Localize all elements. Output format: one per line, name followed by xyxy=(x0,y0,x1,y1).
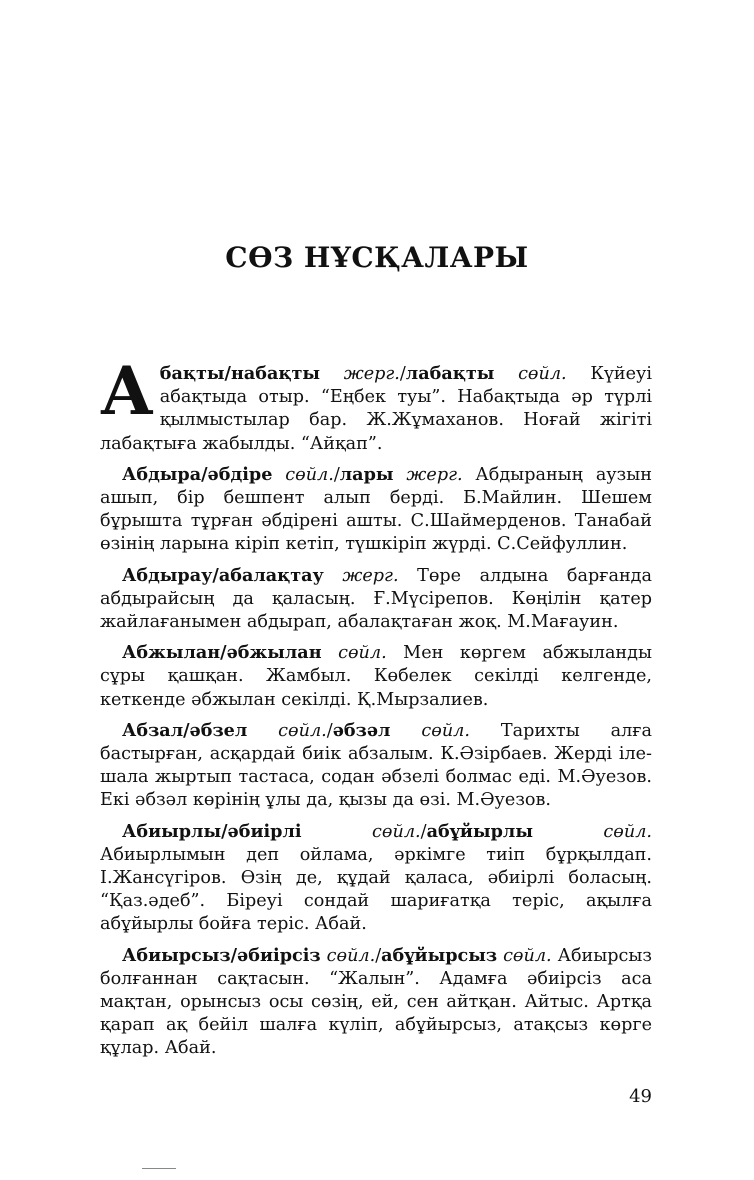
dictionary-entry xyxy=(100,564,652,635)
dictionary-entries xyxy=(100,352,653,1068)
entry-label: сөйл. xyxy=(320,945,376,966)
page-number: 49 xyxy=(629,1086,652,1107)
entry-separator: / xyxy=(333,464,340,485)
page-title: СӨЗ НҰСҚАЛАРЫ xyxy=(225,240,529,274)
drop-cap: А xyxy=(100,352,154,430)
entry-separator: / xyxy=(399,364,406,384)
entry-label: сөйл. xyxy=(390,720,470,741)
entry-headword: Абзал/әбзел xyxy=(122,719,248,741)
dictionary-entry xyxy=(100,352,653,456)
entry-text: Мен көргем абжыланды сұры қашқан. Жамбыл. Көбелек секілді келгенде, кеткенде әбжылан секілді. Қ.Мырзалиев. xyxy=(100,643,652,710)
dictionary-entry xyxy=(100,719,652,813)
dictionary-entry xyxy=(100,463,652,557)
entry-headword: Абдыра/әбдіре xyxy=(122,463,273,485)
entry-variant: лары xyxy=(339,463,394,485)
entry-text: Төре алдына барғанда абдырайсың да қаласың. Ғ.Мүсірепов. Көңілін қатер жайлағанымен абдырап, абалақтаған жоқ. М.Мағауин. xyxy=(100,565,653,633)
entry-headword: Абжылан/әбжылан xyxy=(122,642,322,664)
entry-separator: / xyxy=(375,945,382,966)
entry-label: сөйл. xyxy=(301,821,421,842)
dictionary-entry xyxy=(100,820,652,937)
dictionary-entry xyxy=(100,641,652,712)
entry-label: сөйл. xyxy=(321,643,387,664)
entry-text: Абдыраның аузын ашып, бір бешпент алып берді. Б.Майлин. Шешем бұрышта тұрған әбдірені ашты. С.Шаймерденов. Танабай өзінің ларына кіріп кетіп, түшкіріп жүрді. С.Сейфуллин. xyxy=(100,464,652,555)
dictionary-entry xyxy=(100,944,652,1061)
entry-headword: бақты/набақты xyxy=(159,363,320,384)
entry-separator: / xyxy=(420,821,427,842)
entry-label: сөйл. xyxy=(497,945,552,966)
entry-variant: лабақты xyxy=(405,363,495,384)
entry-variant: абұйырсыз xyxy=(381,944,498,966)
entry-label: жерг. xyxy=(320,364,400,384)
entry-separator: / xyxy=(326,720,333,741)
entry-label: сөйл. xyxy=(494,364,567,384)
entry-text: Абиырлымын деп ойлама, әркімге тиіп бұрқылдап. І.Жансүгіров. Өзің де, құдай қаласа, әбиірлі боласың. “Қаз.әдеб”. Біреуі сондай шариғатқа теріс, ақылға абұйырлы бойға теріс. Абай. xyxy=(100,844,652,935)
footer-rule xyxy=(142,1168,176,1169)
entry-text: Тарихты алға бастырған, асқардай биік абзалым. К.Әзірбаев. Жерді іле-шала жыртып тастаса, содан әбзелі болмас еді. М.Әуезов. Екі әбзәл көрінің ұлы да, қызы да өзі. М.Әуезов. xyxy=(100,720,652,811)
entry-variant: абұйырлы xyxy=(426,820,533,842)
entry-label: сөйл. xyxy=(247,720,327,741)
entry-headword: Абиырсыз/әбиірсіз xyxy=(122,944,321,966)
entry-text: Күйеуі абақтыда отыр. “Еңбек туы”. Набақтыда әр түрлі қылмыстылар бар. Ж.Жұмаханов. Ноғай жігіті лабақтыға жабылды. “Айқап”. xyxy=(100,364,653,454)
entry-label: жерг. xyxy=(323,565,399,586)
entry-label: сөйл. xyxy=(272,464,334,485)
entry-label: жерг. xyxy=(393,464,463,485)
entry-text: Абиырсыз болғаннан сақтасын. “Жалын”. Адамға әбиірсіз аса мақтан, орынсыз осы сөзің, ей, сен айтқан. Айтыс. Артқа қарап ақ бейіл шалға күліп, абұйырсыз, атақсыз көрге құлар. Абай. xyxy=(100,945,652,1059)
entry-headword: Абдырау/абалақтау xyxy=(122,564,324,586)
entry-variant: әбзәл xyxy=(332,719,391,741)
entry-headword: Абиырлы/әбиірлі xyxy=(122,820,302,842)
entry-label: сөйл. xyxy=(532,821,652,842)
